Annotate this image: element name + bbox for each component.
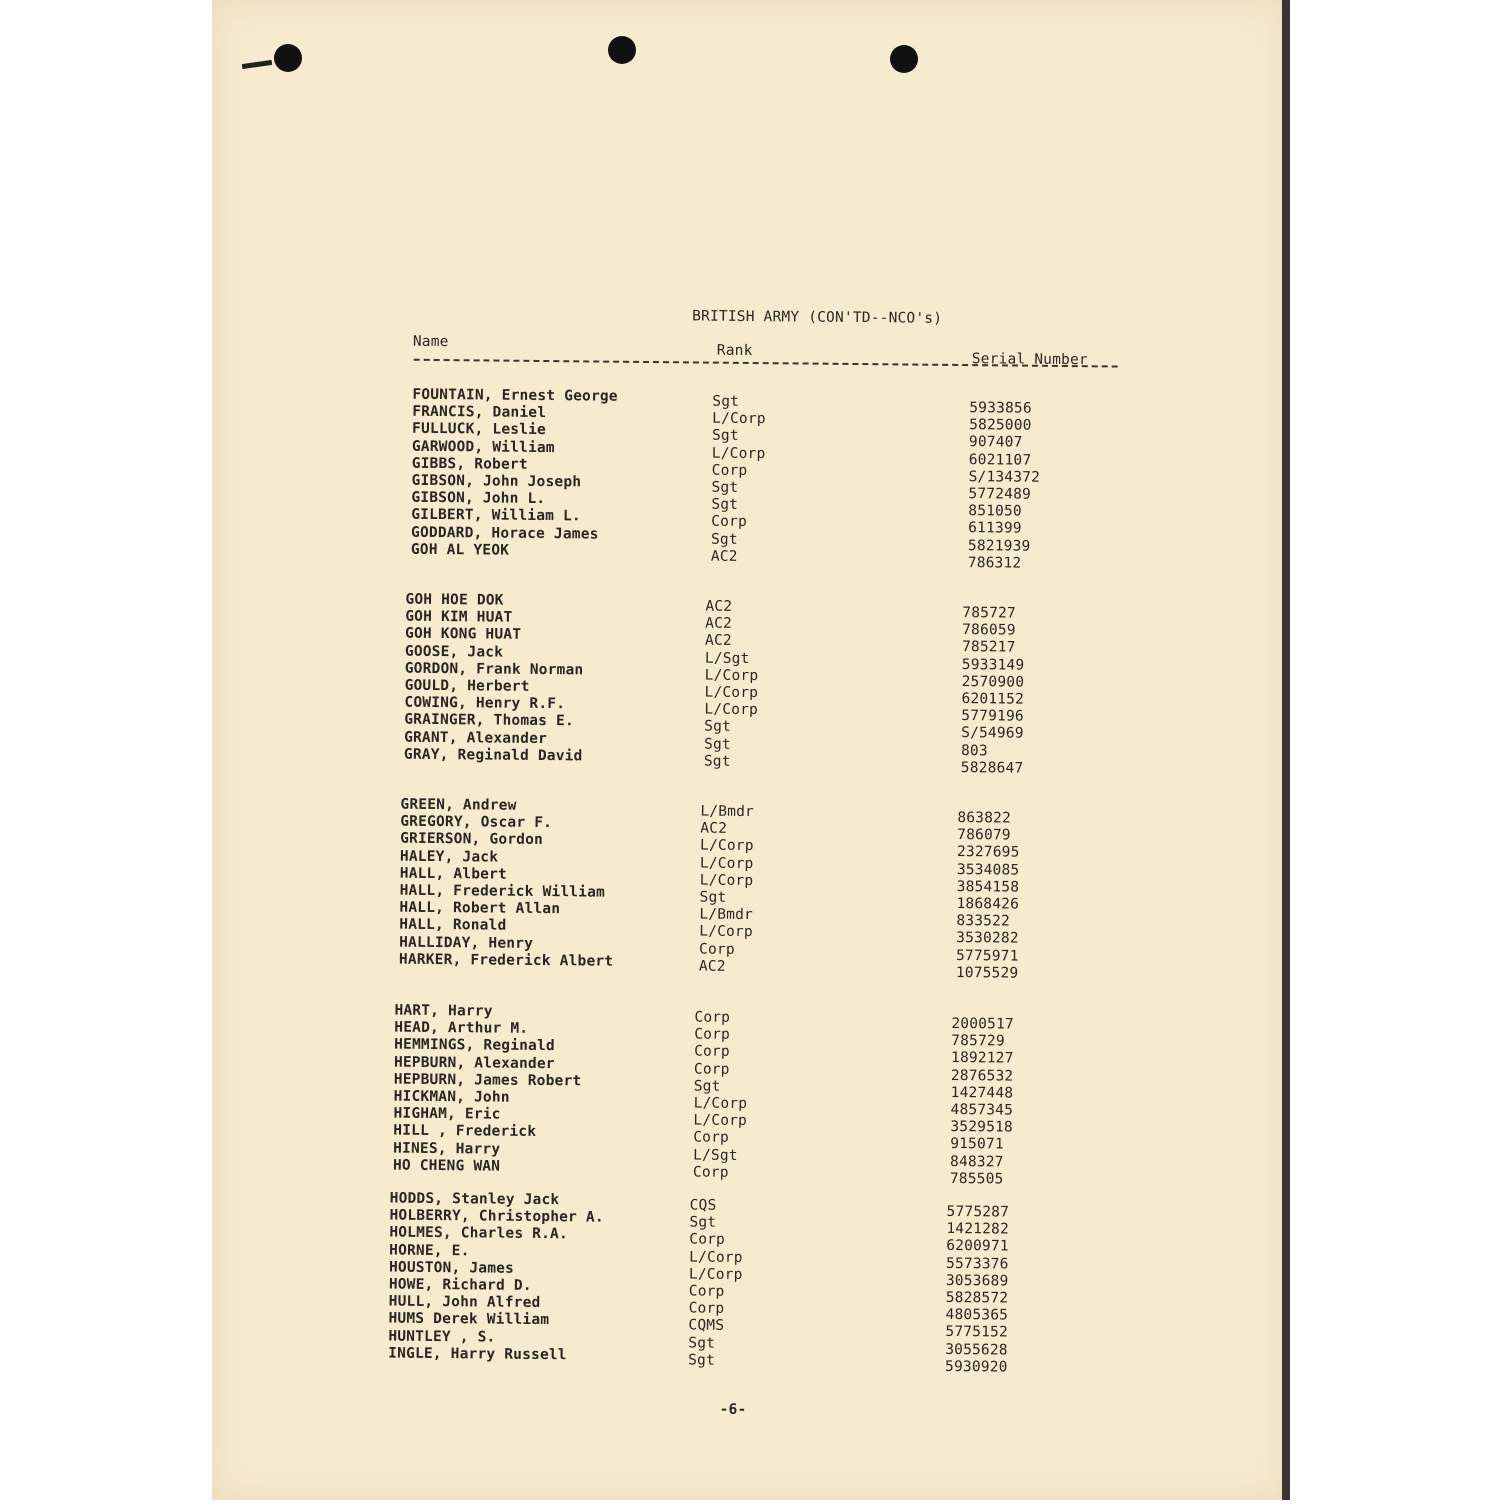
name-cell: HUMS Derek William [388,1311,549,1329]
name-cell: GILBERT, William L. [411,507,581,525]
name-cell: GOH KIM HUAT [405,609,512,626]
rank-cell: L/Corp [712,445,766,462]
rank-cell: Sgt [688,1352,715,1368]
serial-cell: 5828647 [961,760,1024,777]
name-cell: GODDARD, Horace James [411,524,599,542]
serial-cell: 5775971 [956,948,1019,965]
name-cell: GREGORY, Oscar F. [400,814,552,831]
name-cell: HALL, Frederick William [400,883,606,901]
serial-cell: 5930920 [945,1359,1008,1376]
rank-cell: Corp [693,1130,729,1146]
serial-cell: 833522 [956,913,1010,930]
rank-cell: L/Bmdr [699,907,753,924]
name-cell: HART, Harry [394,1003,492,1020]
column-header-rank: Rank [717,343,753,359]
name-cell: GRIERSON, Gordon [400,831,543,848]
name-cell: GARWOOD, William [412,438,555,455]
rank-cell: Sgt [688,1335,715,1351]
rank-cell: L/Corp [694,1095,748,1112]
rank-cell: Corp [694,1009,730,1025]
rank-cell: Sgt [694,1078,721,1094]
rank-cell: Corp [693,1164,729,1180]
serial-cell: 3529518 [950,1119,1013,1136]
rank-cell: L/Bmdr [700,804,754,821]
name-cell: GOH KONG HUAT [405,626,521,643]
serial-cell: 851050 [968,503,1022,520]
serial-cell: 786079 [957,827,1011,844]
serial-cell: 3854158 [957,879,1020,896]
name-cell: HINES, Harry [393,1140,500,1157]
name-cell: HEPBURN, Alexander [394,1054,555,1072]
name-cell: GRAY, Reginald David [404,746,583,764]
rank-cell: L/Corp [704,685,758,702]
rank-cell: AC2 [705,616,732,632]
serial-cell: 3053689 [946,1273,1009,1290]
serial-cell: 2876532 [951,1068,1014,1085]
rank-cell: L/Corp [700,872,754,889]
rank-cell: L/Corp [704,702,758,719]
rank-cell: Sgt [704,736,731,752]
serial-cell: 803 [961,743,988,759]
name-cell: HEMMINGS, Reginald [394,1037,555,1055]
rank-cell: L/Corp [700,838,754,855]
rank-cell: CQS [690,1197,717,1213]
rank-cell: L/Corp [699,924,753,941]
serial-cell: 5828572 [946,1290,1009,1307]
name-cell: HORNE, E. [389,1242,470,1259]
serial-cell: 1075529 [956,965,1019,982]
name-cell: HEPBURN, James Robert [394,1071,582,1089]
name-cell: GORDON, Frank Norman [405,660,584,678]
serial-cell: 848327 [950,1154,1004,1171]
serial-cell: 5775152 [945,1324,1008,1341]
serial-cell: 907407 [969,434,1023,451]
rank-cell: Sgt [689,1215,716,1231]
name-cell: GOH AL YEOK [411,542,509,559]
rank-cell: Corp [699,941,735,957]
serial-cell: 4857345 [950,1102,1013,1119]
serial-cell: 611399 [968,520,1022,537]
name-cell: HULL, John Alfred [389,1294,541,1311]
name-cell: HALL, Robert Allan [399,900,560,918]
name-cell: HEAD, Arthur M. [394,1020,528,1037]
rank-cell: L/Sgt [693,1147,738,1163]
rank-cell: Sgt [711,480,738,496]
serial-cell: 2327695 [957,844,1020,861]
serial-cell: 1868426 [956,896,1019,913]
serial-cell: 5573376 [946,1256,1009,1273]
serial-cell: 5779196 [961,708,1024,725]
column-header-serial: Serial Number [972,351,1088,368]
rank-cell: Sgt [712,428,739,444]
serial-cell: 5821939 [968,538,1031,555]
rank-cell: L/Corp [689,1266,743,1283]
name-cell: FRANCIS, Daniel [412,404,546,421]
rank-cell: AC2 [699,958,726,974]
rank-cell: Sgt [704,753,731,769]
name-cell: GIBSON, John L. [411,490,545,507]
rank-cell: L/Corp [705,667,759,684]
rank-cell: Corp [694,1027,730,1043]
name-cell: HALL, Albert [400,865,507,882]
rank-cell: AC2 [700,821,727,837]
rank-cell: Corp [689,1232,725,1248]
serial-cell: 6021107 [969,452,1032,469]
serial-cell: 6200971 [946,1238,1009,1255]
name-cell: GRANT, Alexander [404,729,547,746]
rank-cell: Corp [689,1283,725,1299]
rank-cell: L/Corp [712,411,766,428]
rank-cell: Sgt [700,890,727,906]
name-cell: HICKMAN, John [394,1089,510,1106]
document-title: BRITISH ARMY (CON'TD--NCO's) [692,308,942,326]
name-cell: COWING, Henry R.F. [404,695,565,713]
name-cell: HIGHAM, Eric [393,1106,500,1123]
name-cell: FULLUCK, Leslie [412,421,546,438]
rank-cell: CQMS [688,1318,724,1334]
name-cell: GRAINGER, Thomas E. [404,712,574,730]
rank-cell: AC2 [711,548,738,564]
column-header-name: Name [413,334,449,350]
name-cell: HILL , Frederick [393,1123,536,1140]
serial-cell: 786059 [962,622,1016,639]
serial-cell: 3055628 [945,1341,1008,1358]
serial-cell: 6201152 [961,691,1024,708]
name-cell: HALLIDAY, Henry [399,934,533,951]
serial-cell: 915071 [950,1136,1004,1153]
name-cell: GOH HOE DOK [405,592,503,609]
serial-cell: 1421282 [946,1221,1009,1238]
name-cell: HOWE, Richard D. [389,1277,532,1294]
rank-cell: Sgt [711,531,738,547]
serial-cell: 3534085 [957,862,1020,879]
name-cell: FOUNTAIN, Ernest George [412,387,618,405]
name-cell: GIBBS, Robert [412,456,528,473]
serial-cell: 786312 [968,555,1022,572]
rank-cell: AC2 [705,633,732,649]
name-cell: HODDS, Stanley Jack [390,1191,560,1209]
serial-cell: 5775287 [946,1204,1009,1221]
serial-cell: 785727 [962,605,1016,622]
name-cell: HO CHENG WAN [393,1157,500,1174]
name-cell: INGLE, Harry Russell [388,1345,567,1363]
serial-cell: 785729 [951,1033,1005,1050]
name-cell: HALL, Ronald [399,917,506,934]
rank-cell: Sgt [712,394,739,410]
serial-cell: S/54969 [961,725,1024,742]
rank-cell: Corp [711,514,747,530]
rank-cell: L/Sgt [705,650,750,666]
page-number: -6- [720,1402,747,1418]
serial-cell: 1427448 [951,1085,1014,1102]
rank-cell: Sgt [711,497,738,513]
rank-cell: L/Corp [700,855,754,872]
serial-cell: 785505 [950,1171,1004,1188]
name-cell: HALEY, Jack [400,848,498,865]
rank-cell: Corp [694,1061,730,1077]
name-cell: GIBSON, John Joseph [411,473,581,491]
rank-cell: Corp [694,1044,730,1060]
name-cell: HOLMES, Charles R.A. [389,1225,568,1243]
rank-cell: L/Corp [689,1249,743,1266]
name-cell: HARKER, Frederick Albert [399,951,613,969]
serial-cell: 5825000 [969,417,1032,434]
serial-cell: 5933149 [962,657,1025,674]
name-cell: HOUSTON, James [389,1259,514,1276]
name-cell: GOOSE, Jack [405,643,503,660]
rank-cell: Corp [712,462,748,478]
name-cell: HOLBERRY, Christopher A. [389,1208,603,1226]
serial-cell: 2000517 [951,1016,1014,1033]
serial-cell: 863822 [957,810,1011,827]
name-cell: HUNTLEY , S. [388,1328,495,1345]
serial-cell: S/134372 [969,469,1041,486]
serial-cell: 2570900 [962,674,1025,691]
serial-cell: 785217 [962,639,1016,656]
rank-cell: L/Corp [693,1113,747,1130]
rank-cell: AC2 [705,599,732,615]
serial-cell: 1892127 [951,1050,1014,1067]
name-cell: GREEN, Andrew [400,797,516,814]
serial-cell: 5772489 [968,486,1031,503]
serial-cell: 3530282 [956,930,1019,947]
serial-cell: 4805365 [946,1307,1009,1324]
serial-cell: 5933856 [969,400,1032,417]
rank-cell: Corp [689,1301,725,1317]
name-cell: GOULD, Herbert [405,678,530,695]
rank-cell: Sgt [704,719,731,735]
